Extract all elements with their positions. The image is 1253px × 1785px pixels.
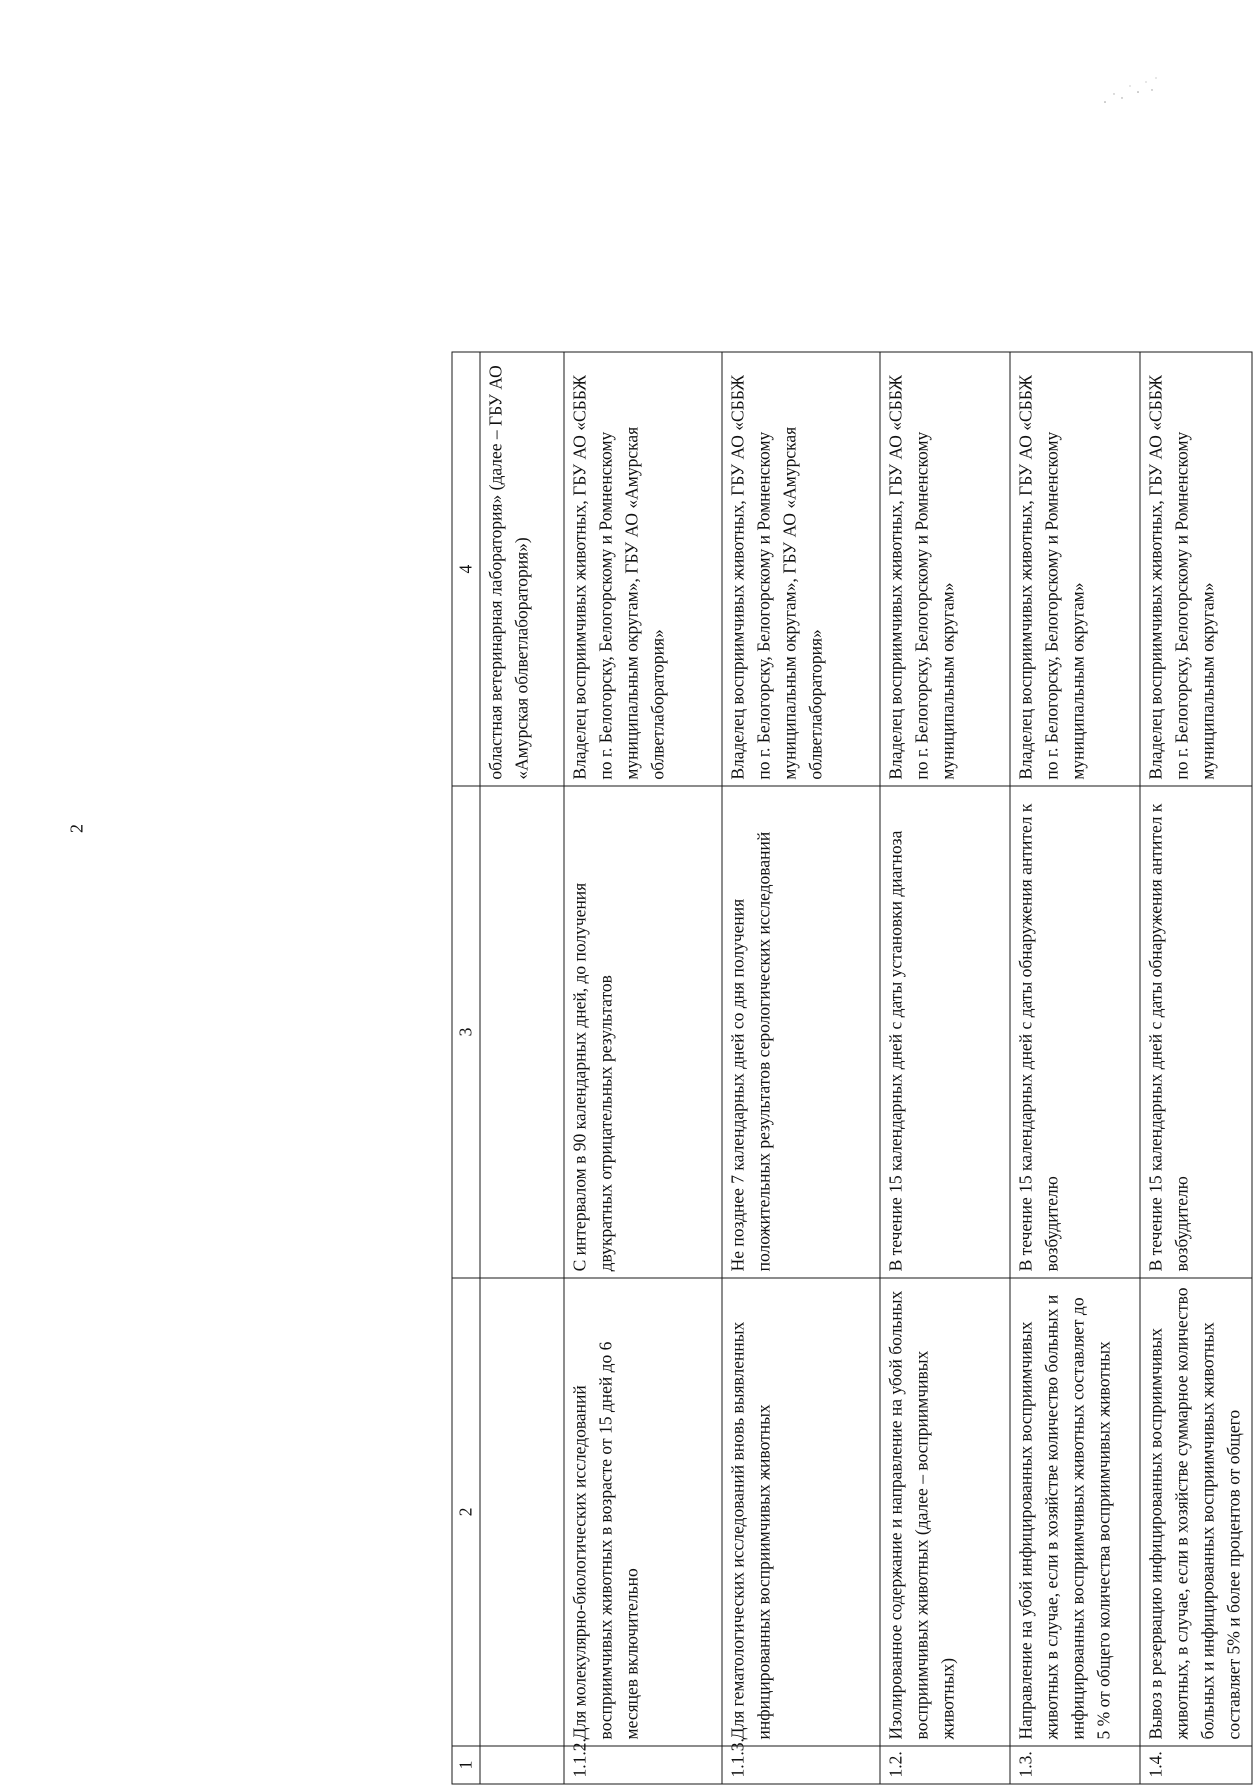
cell-num: 1.1.3. xyxy=(722,1746,880,1784)
header-cell-3: 3 xyxy=(452,786,480,1278)
cell-responsible: областная ветеринарная лаборатория» (далее – ГБУ АО «Амурская облветлаборатория») xyxy=(480,352,564,786)
cell-term: С интервалом в 90 календарных дней, до получения двукратных отрицательных результатов xyxy=(564,786,722,1278)
cell-action: Направление на убой инфицированных восприимчивых животных в случае, если в хозяйстве количество больных и инфицированных восприимчивых животных составляет до 5 % от общего количества восприимчивых животных xyxy=(1010,1278,1140,1746)
table-header-row xyxy=(452,352,480,1784)
table-row xyxy=(1140,352,1252,1784)
cell-responsible: Владелец восприимчивых животных, ГБУ АО «СББЖ по г. Белогорску, Белогорскому и Ромненскому муниципальным округам» xyxy=(880,352,1010,786)
cell-responsible: Владелец восприимчивых животных, ГБУ АО «СББЖ по г. Белогорску, Белогорскому и Ромненскому муниципальным округам», ГБУ АО «Амурская облветлаборатория» xyxy=(722,352,880,786)
table-row xyxy=(722,352,880,1784)
cell-num: 1.1.2. xyxy=(564,1746,722,1784)
table-row-continuation xyxy=(480,352,564,1784)
cell-term: Не позднее 7 календарных дней со дня получения положительных результатов серологических исследований xyxy=(722,786,880,1278)
cell-action: Для гематологических исследований вновь выявленных инфицированных восприимчивых животных xyxy=(722,1278,880,1746)
measures-table xyxy=(452,352,1253,1785)
cell-term: В течение 15 календарных дней с даты установки диагноза xyxy=(880,786,1010,1278)
header-cell-1: 1 xyxy=(452,1746,480,1784)
cell-term: В течение 15 календарных дней с даты обнаружения антител к возбудителю xyxy=(1010,786,1140,1278)
scan-noise-dots xyxy=(1100,72,1160,112)
page-number: 2 xyxy=(66,824,87,833)
rotated-table-wrapper xyxy=(452,352,1252,1785)
cell-term: В течение 15 календарных дней с даты обнаружения антител к возбудителю xyxy=(1140,786,1252,1278)
table-row xyxy=(1010,352,1140,1784)
cell-action xyxy=(480,1278,564,1746)
header-cell-4: 4 xyxy=(452,352,480,786)
cell-num: 1.2. xyxy=(880,1746,1010,1784)
table-row xyxy=(880,352,1010,1784)
cell-num xyxy=(480,1746,564,1784)
cell-action: Для молекулярно-биологических исследований восприимчивых животных в возрасте от 15 дней до 6 месяцев включительно xyxy=(564,1278,722,1746)
cell-responsible: Владелец восприимчивых животных, ГБУ АО «СББЖ по г. Белогорску, Белогорскому и Ромненскому муниципальным округам» xyxy=(1010,352,1140,786)
cell-action: Вывоз в резервацию инфицированных восприимчивых животных, в случае, если в хозяйстве суммарное количество больных и инфицированных восприимчивых животных составляет 5% и более процентов от общего xyxy=(1140,1278,1252,1746)
cell-responsible: Владелец восприимчивых животных, ГБУ АО «СББЖ по г. Белогорску, Белогорскому и Ромненскому муниципальным округам» xyxy=(1140,352,1252,786)
cell-term xyxy=(480,786,564,1278)
cell-responsible: Владелец восприимчивых животных, ГБУ АО «СББЖ по г. Белогорску, Белогорскому и Ромненскому муниципальным округам», ГБУ АО «Амурская облветлаборатория» xyxy=(564,352,722,786)
table-row xyxy=(564,352,722,1784)
cell-action: Изолированное содержание и направление на убой больных восприимчивых животных (далее – восприимчивых животных) xyxy=(880,1278,1010,1746)
cell-num: 1.4. xyxy=(1140,1746,1252,1784)
cell-num: 1.3. xyxy=(1010,1746,1140,1784)
header-cell-2: 2 xyxy=(452,1278,480,1746)
